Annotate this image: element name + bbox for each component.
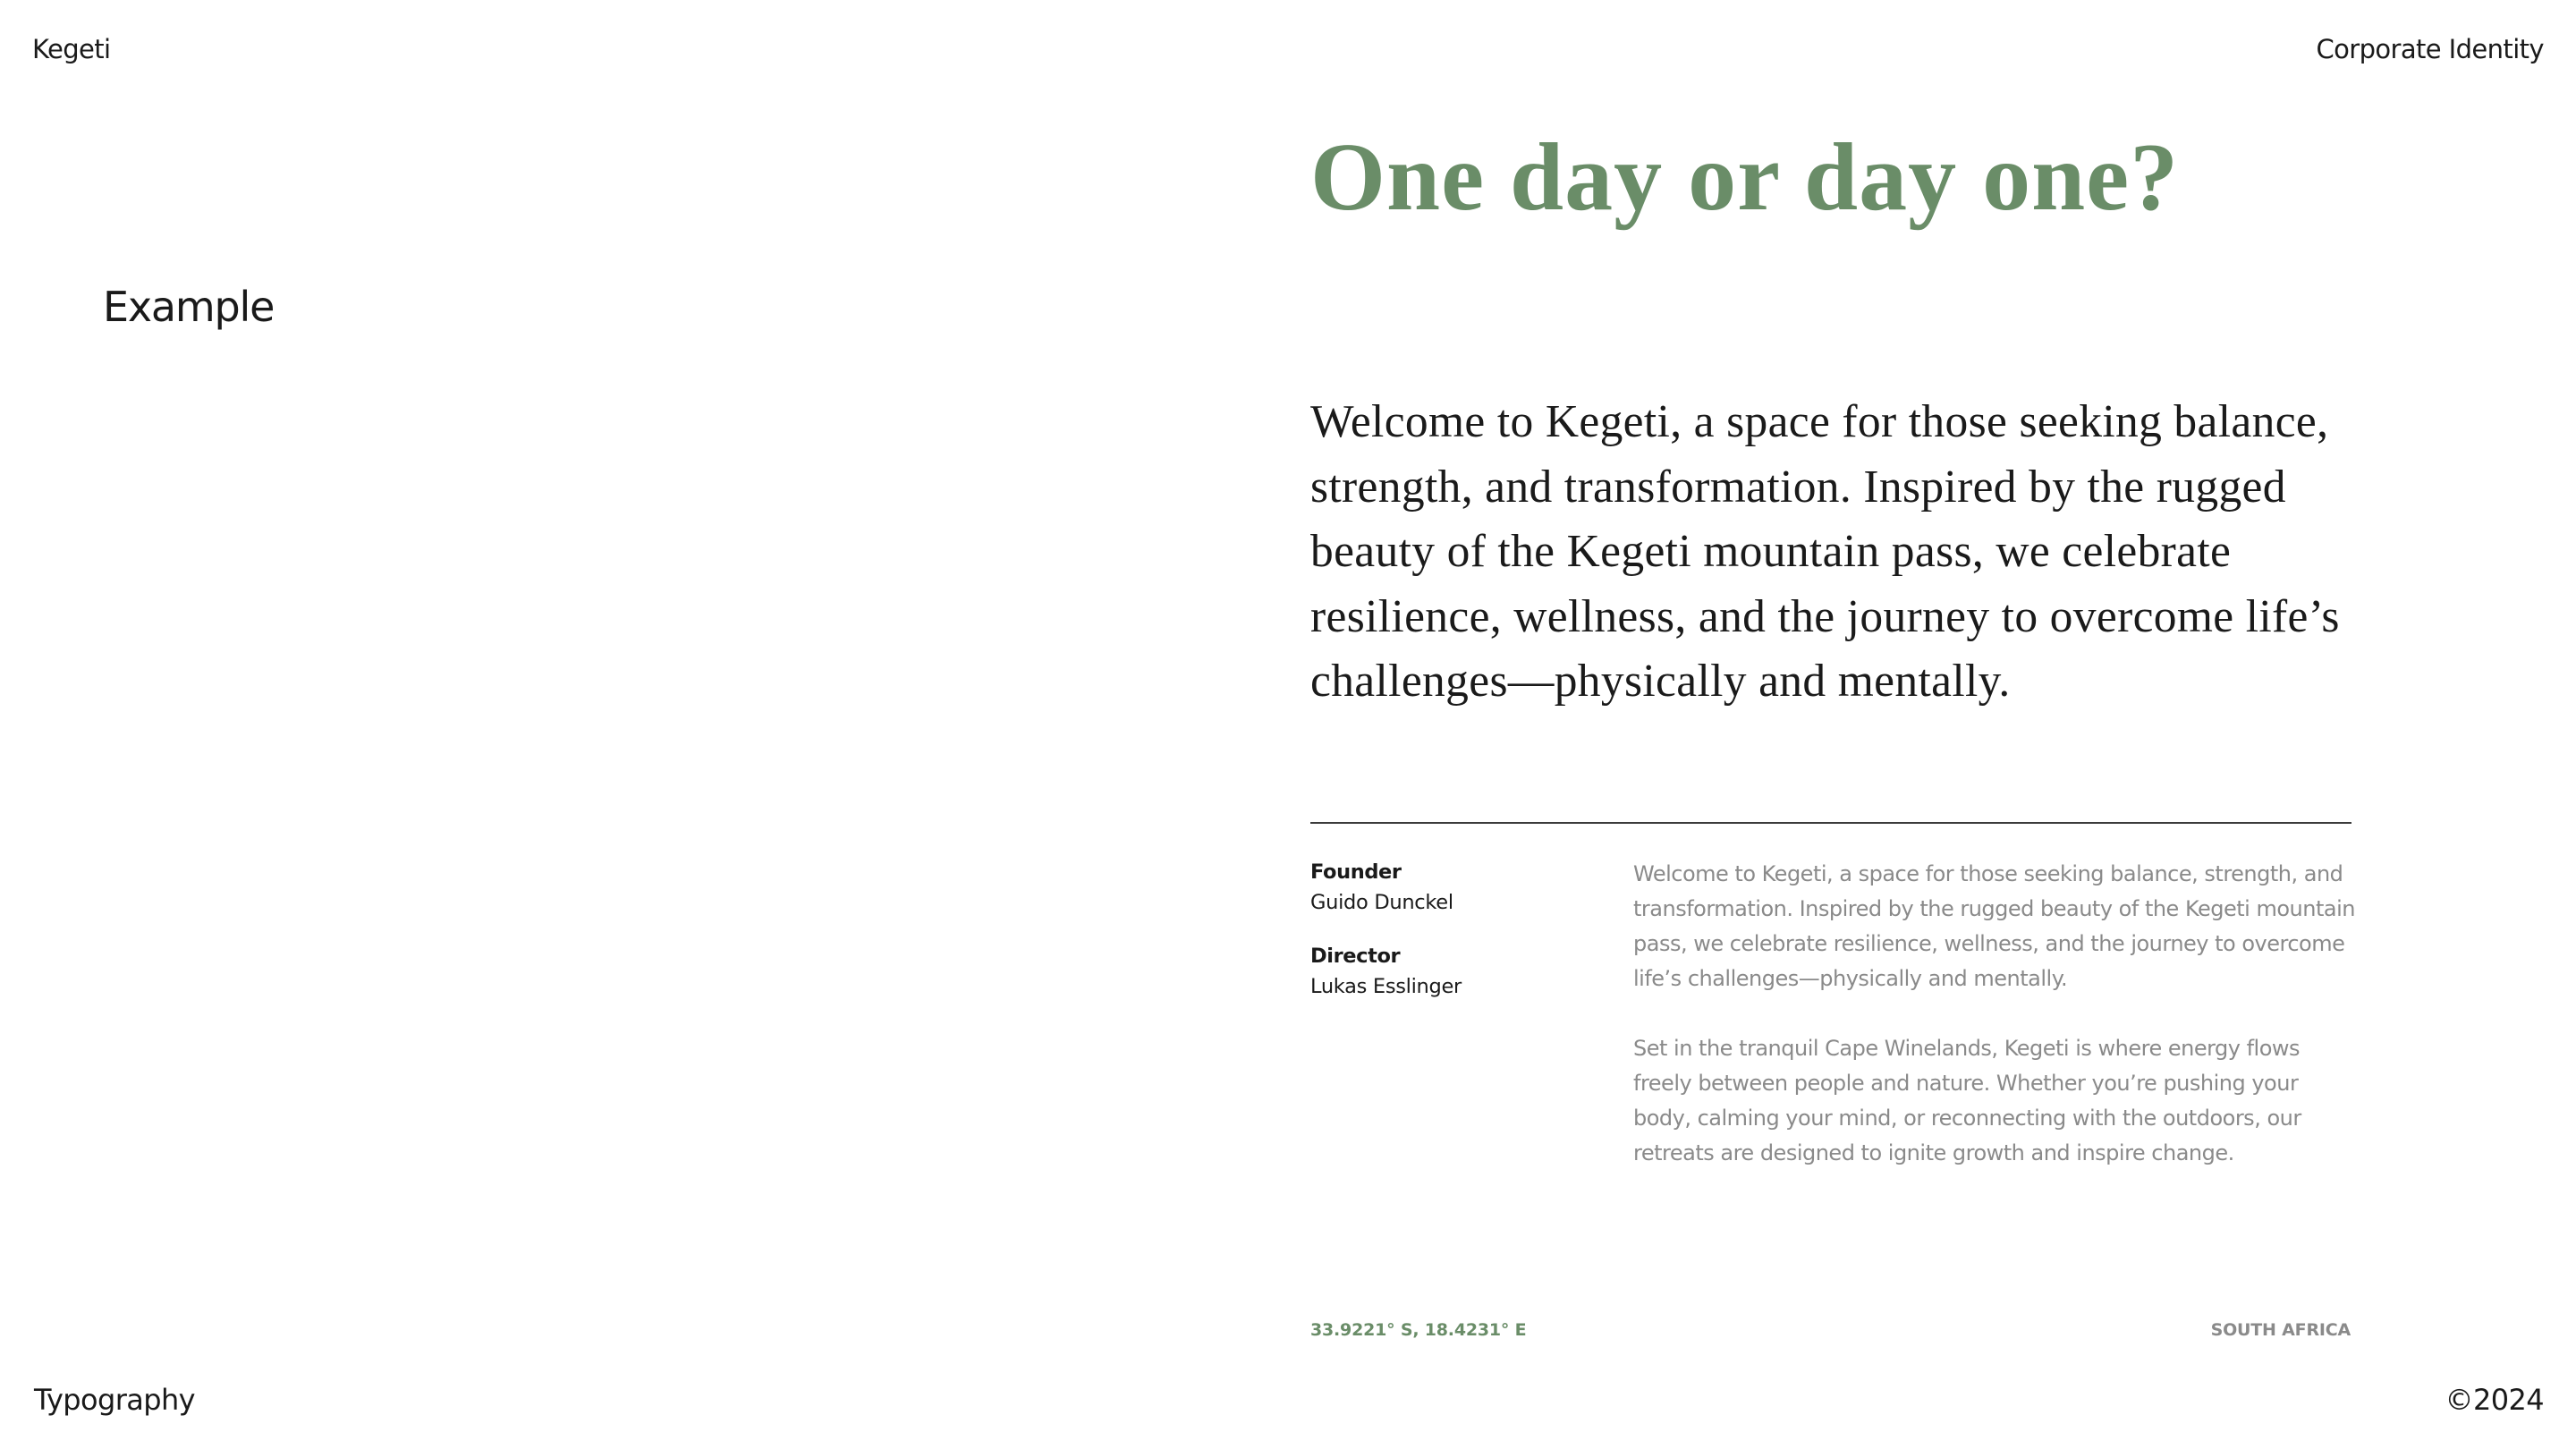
body-paragraph-2: Set in the tranquil Cape Winelands, Kegeti is where energy flows freely between people and nature. Whether you’re pushing your body, calming your mind, or reconnecting with the outdoors, our retreats are designed to ignite growth and inspire change. <box>1633 1036 2301 1165</box>
credit-founder <box>1310 857 1606 918</box>
brand-name[interactable]: Kegeti <box>32 34 111 64</box>
body-copy <box>1633 857 2358 1206</box>
country-label: SOUTH AFRICA <box>2210 1320 2351 1340</box>
headline: One day or day one? <box>1310 124 2180 231</box>
example-label: Example <box>103 283 275 331</box>
credit-person-name: Guido Dunckel <box>1310 891 1453 914</box>
credits-list <box>1310 857 1606 1025</box>
divider-rule <box>1310 822 2351 824</box>
credit-role-label: Director <box>1310 945 1401 968</box>
section-title[interactable]: Corporate Identity <box>2316 34 2544 64</box>
lead-paragraph: Welcome to Kegeti, a space for those seeking balance, strength, and transformation. Inspired by the rugged beauty of the Kegeti mountain pass, we celebrate resilience, wellness, and the journey to overcome life’s challenges—physically and mentally. <box>1310 396 2340 707</box>
page-label: Typography <box>34 1383 196 1417</box>
coordinates-label: 33.9221° S, 18.4231° E <box>1310 1320 1527 1340</box>
copyright: ©2024 <box>2445 1383 2544 1417</box>
body-paragraph-1: Welcome to Kegeti, a space for those seeking balance, strength, and transformation. Inspired by the rugged beauty of the Kegeti mountain pass, we celebrate resilience, wellness, and the journey to overcome life’s challenges—physically and mentally. <box>1633 861 2355 991</box>
credit-role-label: Founder <box>1310 860 1402 884</box>
content-column <box>1310 0 2355 1449</box>
credit-director <box>1310 941 1606 1002</box>
credit-person-name: Lukas Esslinger <box>1310 975 1462 998</box>
